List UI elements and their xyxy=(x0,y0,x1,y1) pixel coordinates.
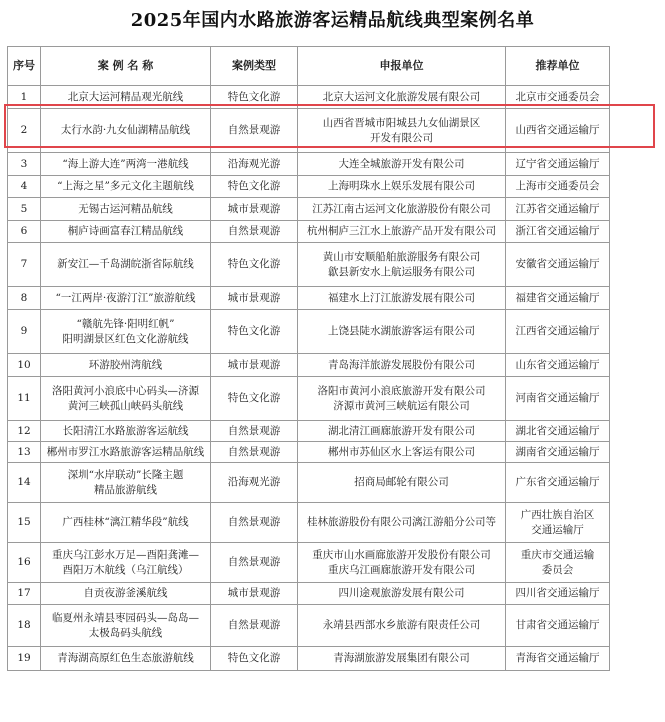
cell-applicant-line: 开发有限公司 xyxy=(370,131,433,144)
cell-applicant xyxy=(298,198,506,221)
page-title: 2025年国内水路旅游客运精品航线典型案例名单 xyxy=(130,10,535,31)
cell-applicant-line: 杭州桐庐三江水上旅游产品开发有限公司 xyxy=(307,225,496,238)
cell-name xyxy=(41,605,211,647)
cell-recommender xyxy=(506,310,610,354)
cell-applicant xyxy=(298,310,506,354)
table-row xyxy=(8,243,610,287)
cell-applicant-line: 青海湖旅游发展集团有限公司 xyxy=(333,652,470,665)
cell-name-line: 临夏州永靖县枣园码头—岛岛— xyxy=(52,612,199,624)
cell-applicant xyxy=(298,243,506,287)
cell-type xyxy=(211,198,298,221)
cell-name xyxy=(41,287,211,310)
table-row xyxy=(8,377,610,421)
cell-type-line: 城市景观游 xyxy=(227,587,281,600)
cell-no xyxy=(8,421,41,442)
cell-name-line: 重庆乌江彭水万足—酉阳龚滩— xyxy=(52,549,199,561)
cell-recommender xyxy=(506,198,610,221)
cell-name xyxy=(41,153,211,176)
cell-recommender-line: 委员会 xyxy=(541,563,574,576)
header-no: 序号 xyxy=(8,47,41,86)
cell-recommender-line: 青海省交通运输厅 xyxy=(515,652,600,665)
cell-name-line: 广西桂林“漓江精华段”航线 xyxy=(62,516,189,529)
cell-type xyxy=(211,243,298,287)
table-row xyxy=(8,354,610,377)
cell-applicant-line: 大连全城旅游开发有限公司 xyxy=(338,157,465,170)
cell-applicant-line: 济源市黄河三峡航运有限公司 xyxy=(333,399,470,412)
cell-name-line: 太行水韵·九女仙湖精品航线 xyxy=(60,124,191,137)
cell-applicant-line: 山西省晋城市阳城县九女仙湖景区 xyxy=(322,117,481,129)
cell-name-line: 黄河三峡孤山峡码头航线 xyxy=(67,399,184,412)
cell-type xyxy=(211,442,298,463)
cell-type xyxy=(211,543,298,583)
cell-recommender-line: 安徽省交通运输厅 xyxy=(515,258,600,271)
cell-type xyxy=(211,221,298,243)
cell-recommender-line: 江苏省交通运输厅 xyxy=(515,202,600,215)
cell-type xyxy=(211,153,298,176)
cell-no xyxy=(8,176,41,198)
table-row xyxy=(8,647,610,671)
cell-recommender-line: 广西壮族自治区 xyxy=(520,509,595,521)
cell-applicant-line: 上饶县陡水湖旅游客运有限公司 xyxy=(328,325,475,338)
header-name: 案 例 名 称 xyxy=(41,47,211,86)
cell-name xyxy=(41,198,211,221)
table-row xyxy=(8,287,610,310)
cell-recommender xyxy=(506,287,610,310)
cell-recommender xyxy=(506,109,610,153)
cell-no xyxy=(8,543,41,583)
table-row xyxy=(8,153,610,176)
cell-applicant xyxy=(298,287,506,310)
cell-name xyxy=(41,243,211,287)
cell-recommender-line: 福建省交通运输厅 xyxy=(515,291,600,304)
cell-applicant-line: 江苏江南古运河文化旅游股份有限公司 xyxy=(312,202,491,215)
cell-no-line: 7 xyxy=(20,258,28,271)
cell-no-line: 9 xyxy=(20,325,28,338)
cell-recommender xyxy=(506,153,610,176)
cell-type-line: 特色文化游 xyxy=(227,180,281,193)
cell-name xyxy=(41,503,211,543)
cell-applicant xyxy=(298,109,506,153)
cell-name xyxy=(41,221,211,243)
table-row xyxy=(8,421,610,442)
cell-type-line: 自然景观游 xyxy=(227,424,281,437)
cell-no-line: 15 xyxy=(17,516,31,529)
cell-applicant xyxy=(298,605,506,647)
cell-name-line: 青海湖高原红色生态旅游航线 xyxy=(57,652,194,665)
cell-no xyxy=(8,221,41,243)
cell-recommender xyxy=(506,543,610,583)
cell-name-line: 环游胶州湾航线 xyxy=(88,358,163,371)
cell-type-line: 城市景观游 xyxy=(227,358,281,371)
table-row xyxy=(8,442,610,463)
cell-type xyxy=(211,421,298,442)
cell-recommender xyxy=(506,463,610,503)
cell-recommender-line: 浙江省交通运输厅 xyxy=(515,225,600,238)
cell-type xyxy=(211,287,298,310)
cell-applicant-line: 招商局邮轮有限公司 xyxy=(354,476,449,489)
cell-applicant xyxy=(298,583,506,605)
cell-recommender xyxy=(506,377,610,421)
cell-recommender-line: 北京市交通委员会 xyxy=(515,90,600,103)
cell-name-line: 精品旅游航线 xyxy=(94,483,157,496)
cell-name-line: 新安江—千岛湖皖浙省际航线 xyxy=(57,258,194,271)
table-row xyxy=(8,503,610,543)
cell-recommender xyxy=(506,647,610,671)
cell-type-line: 自然景观游 xyxy=(227,124,281,137)
cell-name-line: 北京大运河精品观光航线 xyxy=(67,90,184,103)
cell-type xyxy=(211,86,298,109)
cell-recommender xyxy=(506,503,610,543)
cell-name-line: “上海之星”多元文化主题航线 xyxy=(57,180,194,193)
cell-type xyxy=(211,354,298,377)
cell-name-line: 太极岛码头航线 xyxy=(88,626,163,639)
cell-type-line: 城市景观游 xyxy=(227,202,281,215)
cell-applicant-line: 重庆乌江画廊旅游开发有限公司 xyxy=(328,563,475,576)
table-row xyxy=(8,605,610,647)
cell-type-line: 自然景观游 xyxy=(227,516,281,529)
table-row xyxy=(8,543,610,583)
cell-applicant-line: 四川途观旅游发展有限公司 xyxy=(338,587,465,600)
cell-no xyxy=(8,605,41,647)
cell-no-line: 19 xyxy=(17,652,31,665)
cell-recommender-line: 重庆市交通运输 xyxy=(520,549,595,561)
cell-no xyxy=(8,463,41,503)
cell-applicant xyxy=(298,176,506,198)
cell-no-line: 13 xyxy=(17,445,31,458)
cell-type xyxy=(211,463,298,503)
table-row xyxy=(8,198,610,221)
cell-name-line: 深圳“水岸联动”长隆主题 xyxy=(67,469,184,481)
cell-no xyxy=(8,377,41,421)
cell-applicant-line: 青岛海洋旅游发展股份有限公司 xyxy=(328,358,475,371)
cell-name-line: 桐庐诗画富春江精品航线 xyxy=(67,225,184,238)
cell-name-line: “赣航先锋·阳明红帆” xyxy=(76,318,175,330)
cell-name xyxy=(41,377,211,421)
cell-recommender-line: 江西省交通运输厅 xyxy=(515,325,600,338)
cell-no xyxy=(8,647,41,671)
cell-no xyxy=(8,354,41,377)
table-header-row xyxy=(8,47,610,86)
cell-recommender-line: 山东省交通运输厅 xyxy=(515,358,600,371)
cell-type-line: 沿海观光游 xyxy=(227,157,281,170)
cell-type-line: 特色文化游 xyxy=(227,325,281,338)
cell-type xyxy=(211,377,298,421)
cell-applicant-line: 福建水上汀江旅游发展有限公司 xyxy=(328,291,475,304)
cell-type-line: 沿海观光游 xyxy=(227,476,281,489)
cell-recommender xyxy=(506,442,610,463)
cell-no-line: 16 xyxy=(17,556,31,569)
cell-name xyxy=(41,583,211,605)
cell-recommender-line: 交通运输厅 xyxy=(531,523,584,536)
cell-applicant-line: 洛阳市黄河小浪底旅游开发有限公司 xyxy=(317,385,486,397)
cell-no xyxy=(8,153,41,176)
cell-recommender-line: 河南省交通运输厅 xyxy=(515,392,600,405)
cell-no-line: 14 xyxy=(17,476,31,489)
cell-no xyxy=(8,310,41,354)
cell-no-line: 5 xyxy=(20,202,28,215)
cell-recommender xyxy=(506,176,610,198)
cell-type-line: 特色文化游 xyxy=(227,258,281,271)
cell-no-line: 1 xyxy=(20,90,28,103)
cell-name xyxy=(41,86,211,109)
table-row xyxy=(8,176,610,198)
cell-recommender xyxy=(506,243,610,287)
cell-no xyxy=(8,198,41,221)
cell-applicant-line: 上海明珠水上娱乐发展有限公司 xyxy=(328,180,475,193)
cell-applicant-line: 郴州市苏仙区水上客运有限公司 xyxy=(328,445,475,458)
table-row xyxy=(8,583,610,605)
cell-recommender xyxy=(506,354,610,377)
cell-no xyxy=(8,287,41,310)
cell-applicant xyxy=(298,543,506,583)
table-row xyxy=(8,310,610,354)
cell-recommender-line: 四川省交通运输厅 xyxy=(515,587,600,600)
header-recommender: 推荐单位 xyxy=(506,47,610,86)
route-table-part-1 xyxy=(7,46,610,310)
cell-applicant xyxy=(298,463,506,503)
header-type: 案例类型 xyxy=(211,47,298,86)
cell-name xyxy=(41,354,211,377)
cell-no xyxy=(8,583,41,605)
cell-recommender xyxy=(506,86,610,109)
cell-recommender-line: 广东省交通运输厅 xyxy=(515,476,600,489)
cell-applicant xyxy=(298,377,506,421)
cell-recommender-line: 山西省交通运输厅 xyxy=(515,124,600,137)
cell-recommender xyxy=(506,221,610,243)
cell-type-line: 自然景观游 xyxy=(227,445,281,458)
table-row xyxy=(8,109,610,153)
cell-name-line: 酉阳万木航线（乌江航线） xyxy=(62,563,189,576)
cell-no-line: 2 xyxy=(20,124,28,137)
cell-type xyxy=(211,310,298,354)
cell-no-line: 18 xyxy=(17,619,31,632)
table-row xyxy=(8,463,610,503)
header-applicant: 申报单位 xyxy=(298,47,506,86)
cell-applicant xyxy=(298,503,506,543)
cell-name-line: 自贡夜游釜溪航线 xyxy=(83,587,168,600)
cell-type-line: 自然景观游 xyxy=(227,556,281,569)
cell-no-line: 4 xyxy=(20,180,28,193)
cell-type xyxy=(211,647,298,671)
table-row xyxy=(8,86,610,109)
cell-type-line: 特色文化游 xyxy=(227,652,281,665)
cell-type-line: 自然景观游 xyxy=(227,619,281,632)
cell-name xyxy=(41,421,211,442)
cell-applicant-line: 桂林旅游股份有限公司漓江游船分公司等 xyxy=(307,516,496,529)
cell-recommender xyxy=(506,421,610,442)
cell-no xyxy=(8,503,41,543)
cell-no xyxy=(8,86,41,109)
cell-applicant-line: 黄山市安顺船舶旅游服务有限公司 xyxy=(322,251,481,263)
cell-applicant-line: 歙县新安水上航运服务有限公司 xyxy=(328,265,475,278)
cell-applicant xyxy=(298,647,506,671)
cell-name-line: “海上游大连”两湾一港航线 xyxy=(62,157,189,170)
cell-applicant xyxy=(298,421,506,442)
cell-recommender xyxy=(506,605,610,647)
cell-no-line: 6 xyxy=(20,225,28,238)
cell-recommender xyxy=(506,583,610,605)
cell-no-line: 11 xyxy=(17,392,31,405)
route-table-part-2 xyxy=(7,309,610,671)
cell-applicant xyxy=(298,86,506,109)
cell-type-line: 特色文化游 xyxy=(227,90,281,103)
cell-name xyxy=(41,310,211,354)
cell-name xyxy=(41,647,211,671)
cell-name-line: 洛阳黄河小浪底中心码头—济源 xyxy=(52,385,199,397)
cell-no-line: 8 xyxy=(20,291,28,304)
cell-applicant xyxy=(298,153,506,176)
cell-recommender-line: 甘肃省交通运输厅 xyxy=(515,619,600,632)
cell-type xyxy=(211,503,298,543)
cell-name-line: “一江两岸·夜游汀江”旅游航线 xyxy=(55,291,196,304)
cell-applicant-line: 北京大运河文化旅游发展有限公司 xyxy=(322,90,481,103)
cell-type-line: 城市景观游 xyxy=(227,291,281,304)
cell-type-line: 特色文化游 xyxy=(227,392,281,405)
cell-type xyxy=(211,583,298,605)
cell-applicant xyxy=(298,354,506,377)
table-row xyxy=(8,221,610,243)
cell-name xyxy=(41,109,211,153)
cell-no xyxy=(8,442,41,463)
cell-type xyxy=(211,176,298,198)
cell-name-line: 长阳清江水路旅游客运航线 xyxy=(62,424,189,437)
cell-no-line: 10 xyxy=(17,358,31,371)
cell-no xyxy=(8,243,41,287)
cell-type-line: 自然景观游 xyxy=(227,225,281,238)
cell-recommender-line: 辽宁省交通运输厅 xyxy=(515,157,600,170)
cell-name-line: 郴州市罗江水路旅游客运精品航线 xyxy=(46,445,205,458)
cell-name xyxy=(41,463,211,503)
cell-recommender-line: 湖南省交通运输厅 xyxy=(515,445,600,458)
cell-recommender-line: 湖北省交通运输厅 xyxy=(515,424,600,437)
cell-name-line: 阳明湖景区红色文化游航线 xyxy=(62,332,189,345)
cell-recommender-line: 上海市交通委员会 xyxy=(515,180,600,193)
cell-no xyxy=(8,109,41,153)
cell-no-line: 3 xyxy=(20,157,28,170)
cell-applicant-line: 永靖县西部水乡旅游有限责任公司 xyxy=(322,619,481,632)
cell-type xyxy=(211,109,298,153)
cell-name xyxy=(41,543,211,583)
cell-applicant-line: 重庆市山水画廊旅游开发股份有限公司 xyxy=(312,549,491,561)
cell-type xyxy=(211,605,298,647)
cell-applicant xyxy=(298,442,506,463)
cell-no-line: 12 xyxy=(17,424,31,437)
cell-no-line: 17 xyxy=(17,587,31,600)
cell-name-line: 无锡古运河精品航线 xyxy=(78,202,173,215)
cell-applicant xyxy=(298,221,506,243)
cell-name xyxy=(41,176,211,198)
cell-applicant-line: 湖北清江画廊旅游开发有限公司 xyxy=(328,424,475,437)
cell-name xyxy=(41,442,211,463)
